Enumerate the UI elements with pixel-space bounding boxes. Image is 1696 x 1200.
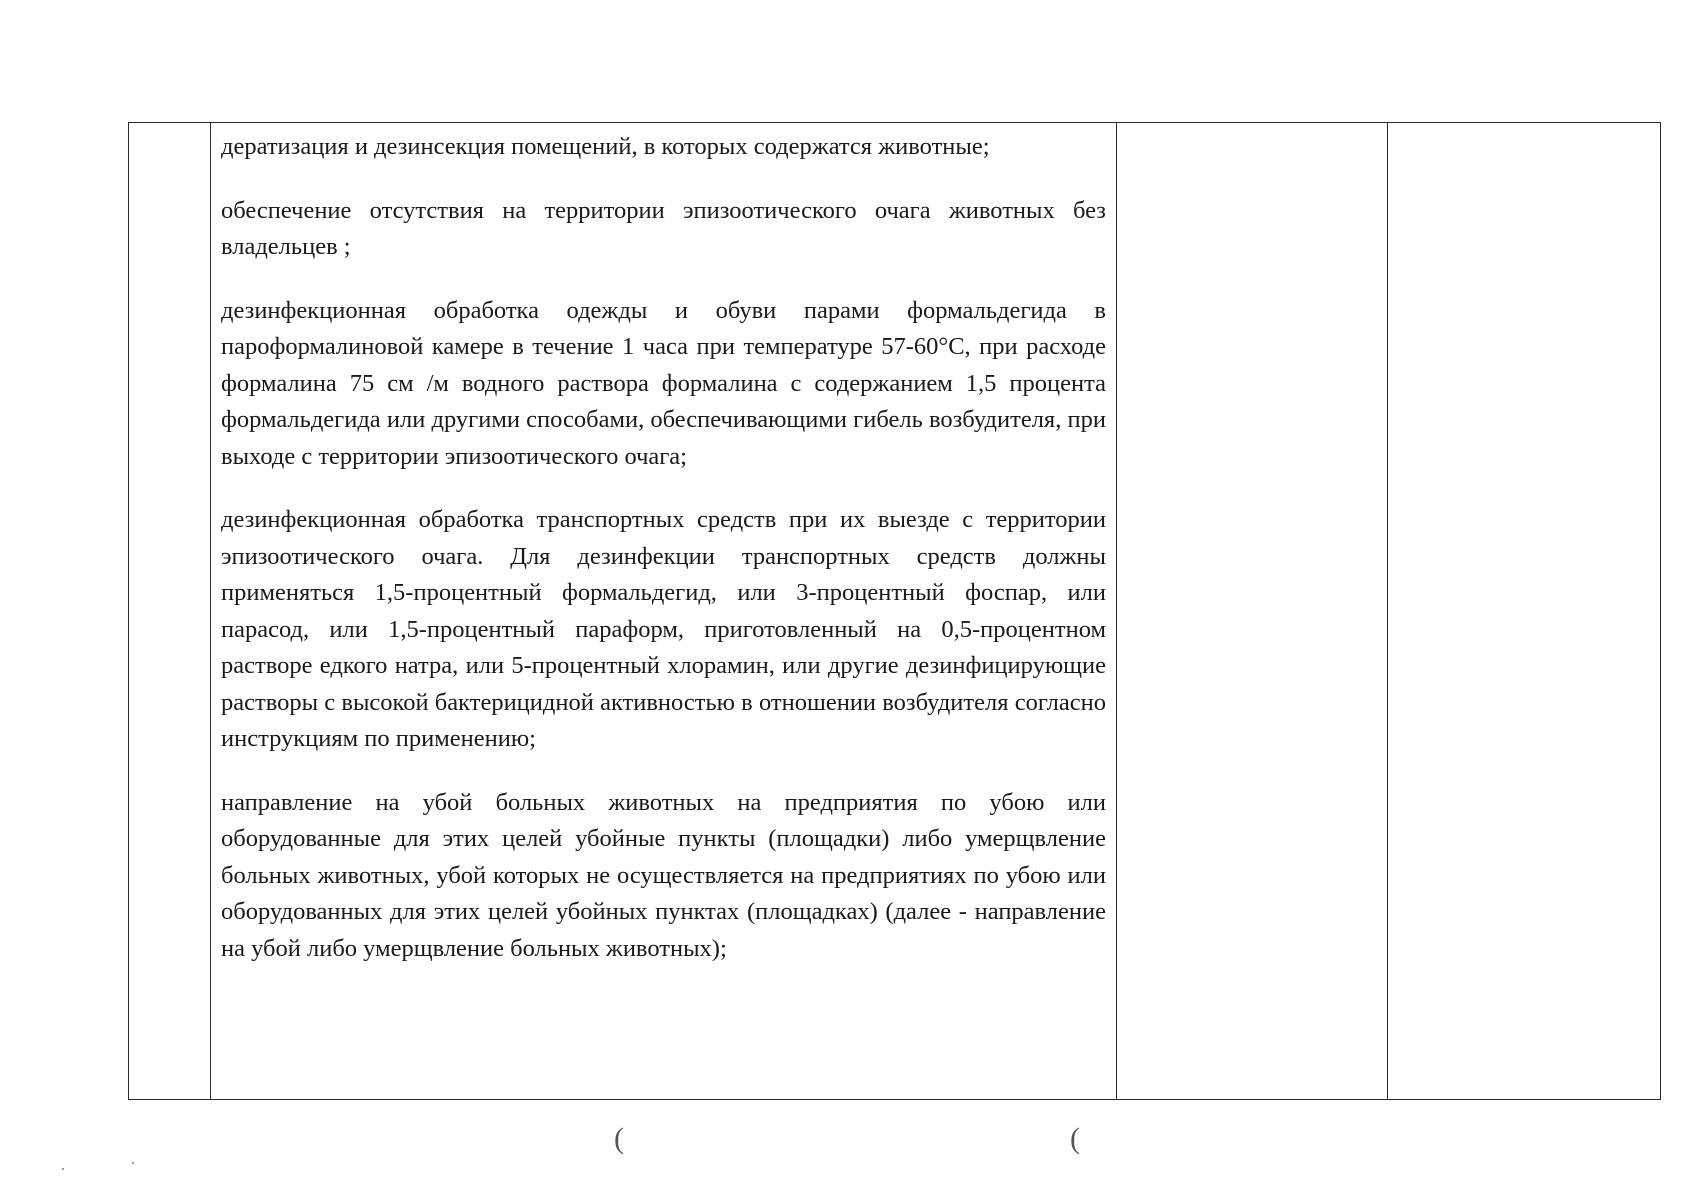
measures-text-block	[211, 123, 1116, 967]
measures-text-cell	[211, 123, 1117, 1100]
scan-speck	[132, 1162, 134, 1164]
paragraph-deratization: дератизация и дезинсекция помещений, в которых содержатся животные;	[221, 133, 990, 160]
footer-mark-right: (	[1070, 1122, 1080, 1155]
paragraph-stray-animals: обеспечение отсутствия на территории эпизоотического очага животных без владельцев ;	[221, 196, 1106, 260]
paragraph-vehicle-disinfection: дезинфекционная обработка транспортных средств при их выезде с территории эпизоотического очага. Для дезинфекции транспортных средств должны применяться 1,5-процентный формальдегид, или 3-процентный фоспар, или парасод, или 1,5-процентный параформ, приготовленный на 0,5-процентном растворе едкого натра, или 5-процентный хлорамин, или другие дезинфицирующие растворы с высокой бактерицидной активностью в отношении возбудителя согласно инструкциям по применению;	[221, 506, 1106, 752]
paragraph-slaughter: направление на убой больных животных на предприятия по убою или оборудованные для этих целей убойные пункты (площадки) либо умерщвление больных животных, убой которых не осуществляется на предприятиях по убою или оборудованных для этих целей убойных пунктах (площадках) (далее - направление на убой либо умерщвление больных животных);	[221, 788, 1106, 962]
empty-cell-4	[1388, 123, 1661, 1100]
footer-mark-left: (	[614, 1122, 624, 1155]
paragraph-clothing-disinfection: дезинфекционная обработка одежды и обуви парами формальдегида в пароформалиновой камере в течение 1 часа при температуре 57-60°С, при расходе формалина 75 см /м водного раствора формалина с содержанием 1,5 процента формальдегида или другими способами, обеспечивающими гибель возбудителя, при выходе с территории эпизоотического очага;	[221, 296, 1106, 470]
number-cell	[129, 123, 211, 1100]
table-row	[129, 123, 1661, 1100]
measures-table	[128, 122, 1661, 1100]
scan-speck	[62, 1168, 64, 1170]
empty-cell-3	[1117, 123, 1388, 1100]
